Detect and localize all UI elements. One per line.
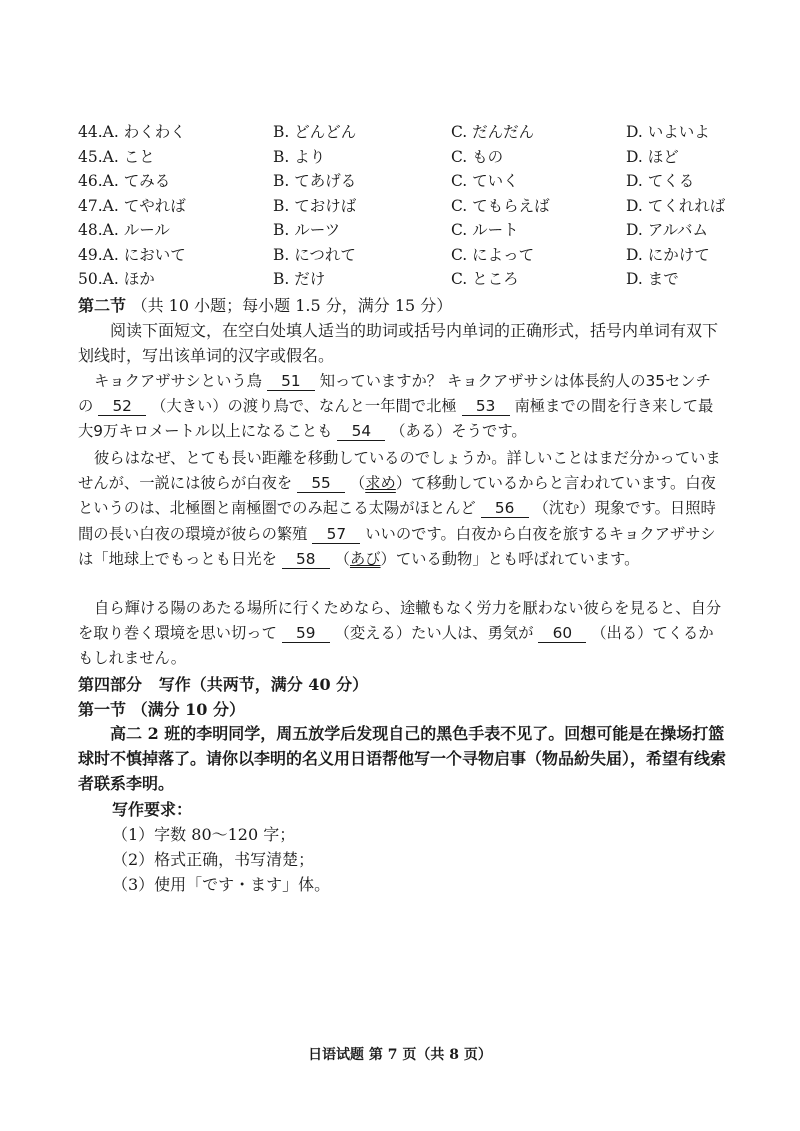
option-text: A. わくわく [102,123,186,141]
option-47-c: C. てもらえば [451,196,550,215]
option-row-49 [78,243,738,268]
passage-text: （ [334,549,350,568]
requirement-2: （2）格式正确，书写清楚； [112,850,315,869]
passage-text: （変える）たい人は、勇気が [334,624,534,643]
question-number: 48. [78,221,103,239]
passage-text: 知っていますか？ キョクアザサシは体長約人の35センチの [78,372,711,416]
blank-58[interactable]: 58 [282,551,330,569]
part-4-title: 第四部分 [78,675,143,694]
passage-text: （大きい）の渡り鳥で、なんと一年間で北極 [151,397,457,416]
part-4-heading [78,672,368,695]
question-number: 49. [78,245,103,264]
answer-options [78,120,738,292]
option-49-b: B. につれて [273,245,356,264]
option-50-a [78,267,273,292]
passage-text: 自ら輝ける陽のあたる場所に行くためなら、途轍もなく労力を厭わない彼らを見ると、自分を取り巻く環境を思い切って [78,599,722,643]
option-text: A. ルール [102,221,170,239]
double-underlined-word: あび [349,549,381,568]
option-44-c: C. だんだん [451,123,535,141]
writing-requirements-title: 写作要求： [112,800,193,819]
passage-text: キョクアザサシという鳥 [94,372,262,390]
passage-text: 彼らはなぜ、とても長い距離を移動しているのでしょうか。詳しいことはまだ分かっていませんが、一説には彼らが白夜を [78,449,721,493]
passage-paragraph-3 [78,596,726,672]
blank-55[interactable]: 55 [297,475,345,493]
part-4-section-1-title: 第一节 [78,700,127,719]
option-text: A. こと [102,147,155,166]
option-46-a [78,169,273,194]
option-47-a [78,194,273,219]
option-row-47 [78,194,738,219]
blank-54[interactable]: 54 [337,423,385,441]
option-47-b: B. ておけば [273,196,357,215]
blank-51[interactable]: 51 [267,373,315,391]
blank-60[interactable]: 60 [538,625,586,643]
part-4-section-1-note: （满分 10 分） [131,700,246,719]
option-45-c: C. もの [451,147,504,166]
question-number: 50. [78,270,103,288]
question-number: 44. [78,123,103,141]
instruction-text: 阅读下面短文，在空白处填人适当的助词或括号内单词的正确形式，括号内单词有双下划线时，写出该单词的汉字或假名。 [78,321,719,366]
section-2-title: 第二节 [78,296,127,315]
option-49-d: D. にかけて [626,245,710,264]
question-number: 46. [78,172,103,190]
option-45-a [78,145,273,170]
option-48-a [78,218,273,243]
page-footer: 日语试题 第 7 页（共 8 页） [308,1047,492,1063]
option-44-d: D. いよいよ [626,123,710,141]
writing-prompt [78,721,726,797]
option-text: A. ほか [102,270,155,288]
blank-56[interactable]: 56 [481,500,529,518]
passage-text: ）ている動物」とも呼ばれています。 [380,549,640,568]
option-text: A. において [102,245,186,264]
passage-paragraph-1 [78,369,726,445]
requirement-1: （1）字数 80～120 字； [112,825,296,844]
requirement-3: （3）使用「です・ます」体。 [112,875,331,894]
passage-text: いいのです。白夜から白夜を旅するキョクアザサシは「地球上でもっとも日光を [78,524,716,568]
option-44-b: B. どんどん [273,123,357,141]
option-row-45 [78,145,738,170]
part-4-section-1-heading [78,697,245,720]
option-48-c: C. ルート [451,221,519,239]
blank-59[interactable]: 59 [282,625,330,643]
option-50-c: C. ところ [451,270,519,288]
option-row-46 [78,169,738,194]
section-2-heading [78,293,452,316]
part-4-name: 写作（共两节，满分 40 分） [158,675,369,694]
passage-text: （沈む）現象です。日照時間の長い白夜の環境が彼らの繁殖 [78,499,716,543]
option-44-a [78,120,273,145]
option-text: A. てやれば [102,196,186,215]
option-49-a [78,243,273,268]
option-46-c: C. ていく [451,172,519,190]
blank-52[interactable]: 52 [98,398,146,416]
option-49-c: C. によって [451,245,535,264]
option-47-d: D. てくれれば [626,196,726,215]
double-underlined-word: 求め [365,474,396,493]
option-50-d: D. まで [626,270,679,288]
passage-text: （出る）てくるかもしれません。 [78,624,714,668]
section-2-instruction [78,318,726,368]
option-text: A. てみる [102,172,171,190]
passage-paragraph-2 [78,446,726,572]
option-46-d: D. てくる [626,172,695,190]
question-number: 47. [78,196,103,215]
blank-57[interactable]: 57 [312,526,360,544]
option-45-d: D. ほど [626,147,679,166]
option-48-b: B. ルーツ [273,221,341,239]
option-45-b: B. より [273,147,326,166]
passage-text: 南極までの間を行き来して最大9万キロメートル以上になることも [78,397,714,441]
option-row-44 [78,120,738,145]
passage-text: （ある）そうです。 [390,422,527,441]
prompt-text: 高二 2 班的李明同学，周五放学后发现自己的黑色手表不见了。回想可能是在操场打篮球时不慎掉落了。请你以李明的名义用日语帮他写一个寻物启事（物品紛失届），希望有线索者联系李明。 [78,724,727,794]
option-row-50 [78,267,738,292]
section-2-note: （共 10 小题；每小题 1.5 分，满分 15 分） [131,296,453,315]
option-row-48 [78,218,738,243]
question-number: 45. [78,147,103,166]
blank-53[interactable]: 53 [462,398,510,416]
option-48-d: D. アルバム [626,221,709,239]
option-50-b: B. だけ [273,270,326,288]
passage-text: ）て移動しているからと言われています。白夜というのは、北極圏と南極圏でのみ起こる太陽がほとんど [78,474,716,518]
option-46-b: B. てあげる [273,172,357,190]
passage-text: （ [349,474,366,493]
